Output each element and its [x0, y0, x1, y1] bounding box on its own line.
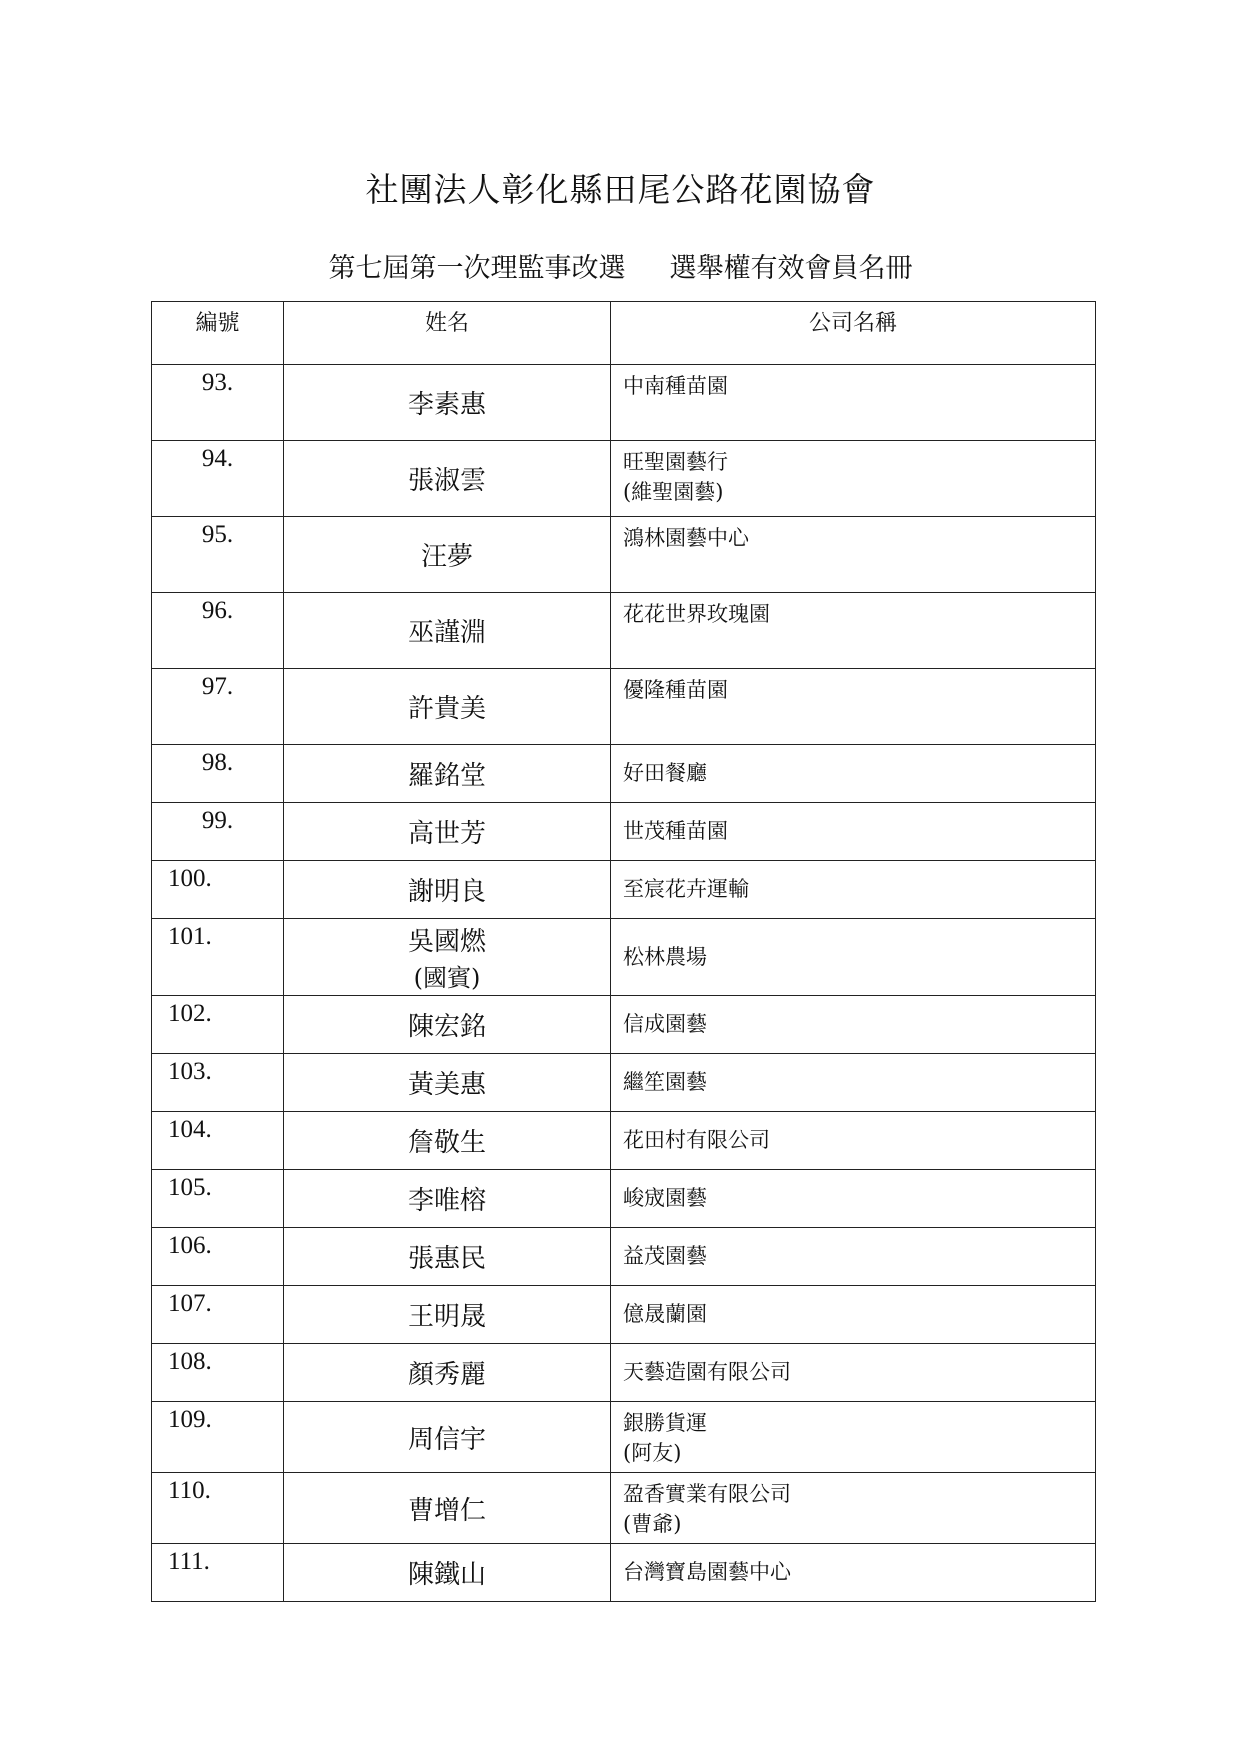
member-name-text: 周信宇 — [407, 1424, 486, 1455]
company-name — [611, 441, 1096, 517]
member-number: 111. — [152, 1544, 284, 1602]
table-row — [152, 996, 1096, 1054]
member-name — [284, 1112, 611, 1170]
company-name-text: 中南種苗園 — [623, 374, 728, 398]
company-name — [611, 1344, 1096, 1402]
member-name-text: 吳國燃 — [407, 927, 486, 957]
company-name — [611, 745, 1096, 803]
company-name — [611, 861, 1096, 919]
company-note: (曹爺) — [623, 1512, 682, 1537]
table-row — [152, 861, 1096, 919]
table-row — [152, 1228, 1096, 1286]
company-name — [611, 1402, 1096, 1473]
company-name — [611, 1112, 1096, 1170]
company-note: (阿友) — [623, 1441, 682, 1466]
member-number: 105. — [152, 1170, 284, 1228]
member-name-text: 張惠民 — [407, 1244, 486, 1274]
member-name — [284, 517, 611, 593]
table-row — [152, 365, 1096, 441]
member-number: 104. — [152, 1112, 284, 1170]
document-subtitle — [0, 246, 1241, 285]
company-name-text: 旺聖園藝行 — [623, 450, 728, 474]
member-name-text: 張淑雲 — [407, 466, 486, 496]
member-name — [284, 1170, 611, 1228]
company-name — [611, 919, 1096, 996]
member-number: 95. — [152, 517, 284, 593]
company-name — [611, 669, 1096, 745]
member-name — [284, 1473, 611, 1544]
company-name-text: 優隆種苗園 — [623, 678, 728, 702]
member-number: 102. — [152, 996, 284, 1054]
subtitle-roster: 選舉權有效會員名冊 — [669, 253, 913, 284]
company-name — [611, 593, 1096, 669]
table-row — [152, 1402, 1096, 1473]
member-name-text: 李唯榕 — [407, 1186, 486, 1216]
company-name — [611, 1473, 1096, 1544]
company-name — [611, 1170, 1096, 1228]
table-row — [152, 1473, 1096, 1544]
member-name — [284, 745, 611, 803]
member-number: 110. — [152, 1473, 284, 1544]
company-name-text: 世茂種苗園 — [623, 819, 728, 844]
company-name-text: 松林農場 — [623, 944, 707, 969]
table-row — [152, 1286, 1096, 1344]
company-name-text: 鴻林園藝中心 — [623, 526, 749, 550]
member-name-text: 陳鐵山 — [407, 1560, 486, 1590]
company-name — [611, 996, 1096, 1054]
member-number: 99. — [152, 803, 284, 861]
member-name — [284, 1544, 611, 1602]
member-name-text: 王明晟 — [407, 1302, 486, 1332]
member-name-text: 謝明良 — [407, 877, 486, 907]
company-name-text: 繼笙園藝 — [623, 1070, 707, 1095]
company-name — [611, 1054, 1096, 1112]
table-row — [152, 593, 1096, 669]
member-number: 93. — [152, 365, 284, 441]
member-number: 94. — [152, 441, 284, 517]
member-name-text: 曹增仁 — [407, 1495, 486, 1526]
company-name — [611, 1286, 1096, 1344]
table-row — [152, 1544, 1096, 1602]
header-company: 公司名稱 — [611, 302, 1096, 365]
table-row — [152, 745, 1096, 803]
table-row — [152, 1112, 1096, 1170]
company-name-text: 花花世界玫瑰園 — [623, 602, 770, 626]
company-name — [611, 1228, 1096, 1286]
company-name-text: 盈香實業有限公司 — [623, 1482, 791, 1506]
member-number: 97. — [152, 669, 284, 745]
subtitle-election: 第七屆第一次理監事改選 — [328, 253, 626, 284]
header-number: 編號 — [152, 302, 284, 365]
member-roster-table — [151, 301, 1096, 1602]
member-name — [284, 803, 611, 861]
company-name-text: 好田餐廳 — [623, 761, 707, 786]
company-name-text: 台灣寶島園藝中心 — [623, 1560, 791, 1585]
company-name-text: 信成園藝 — [623, 1012, 707, 1037]
member-name — [284, 996, 611, 1054]
member-name — [284, 365, 611, 441]
member-name-text: 李素惠 — [407, 390, 486, 420]
member-number: 109. — [152, 1402, 284, 1473]
company-name-text: 至宸花卉運輸 — [623, 877, 749, 902]
member-name — [284, 1344, 611, 1402]
table-row — [152, 919, 1096, 996]
table-body — [152, 365, 1096, 1602]
table-row — [152, 669, 1096, 745]
member-name-text: 高世芳 — [407, 819, 486, 849]
member-number: 106. — [152, 1228, 284, 1286]
document-title: 社團法人彰化縣田尾公路花園協會 — [365, 170, 876, 209]
member-name-text: 汪夢 — [420, 542, 473, 572]
member-number: 103. — [152, 1054, 284, 1112]
member-name — [284, 861, 611, 919]
member-name-text: 黃美惠 — [407, 1070, 486, 1100]
member-number: 107. — [152, 1286, 284, 1344]
member-name — [284, 1054, 611, 1112]
member-name — [284, 669, 611, 745]
company-name — [611, 803, 1096, 861]
member-number: 108. — [152, 1344, 284, 1402]
table-header-row — [152, 302, 1096, 365]
company-name-text: 銀勝貨運 — [623, 1411, 707, 1435]
member-name — [284, 441, 611, 517]
company-name-text: 峻宬園藝 — [623, 1186, 707, 1211]
member-name — [284, 1286, 611, 1344]
member-name-note: (國賓) — [413, 964, 481, 992]
table-row — [152, 1054, 1096, 1112]
member-name — [284, 1402, 611, 1473]
table-row — [152, 1170, 1096, 1228]
company-name — [611, 1544, 1096, 1602]
header-name: 姓名 — [284, 302, 611, 365]
member-name — [284, 593, 611, 669]
company-name-text: 億晟蘭園 — [623, 1302, 707, 1327]
member-name — [284, 919, 611, 996]
table-row — [152, 1344, 1096, 1402]
table-row — [152, 803, 1096, 861]
company-name-text: 天藝造園有限公司 — [623, 1360, 791, 1385]
company-name — [611, 365, 1096, 441]
member-name — [284, 1228, 611, 1286]
member-name-text: 巫謹淵 — [407, 618, 486, 648]
member-number: 98. — [152, 745, 284, 803]
company-name-text: 益茂園藝 — [623, 1244, 707, 1269]
member-number: 96. — [152, 593, 284, 669]
company-name — [611, 517, 1096, 593]
member-name-text: 許貴美 — [407, 694, 486, 724]
member-name-text: 羅銘堂 — [407, 761, 486, 791]
member-number: 100. — [152, 861, 284, 919]
member-number: 101. — [152, 919, 284, 996]
table-row — [152, 517, 1096, 593]
table-row — [152, 441, 1096, 517]
company-name-text: 花田村有限公司 — [623, 1128, 770, 1153]
member-name-text: 顏秀麗 — [407, 1360, 486, 1390]
member-name-text: 詹敬生 — [407, 1128, 486, 1158]
company-note: (維聖園藝) — [623, 480, 724, 505]
member-name-text: 陳宏銘 — [407, 1012, 486, 1042]
